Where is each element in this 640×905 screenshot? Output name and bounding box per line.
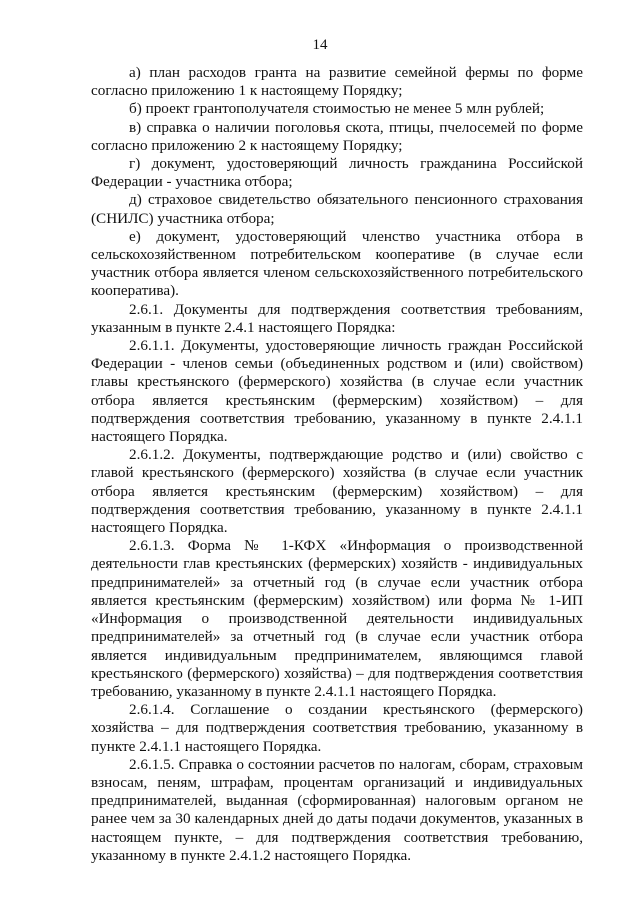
- document-body: [91, 64, 583, 865]
- paragraph-2-6-1: 2.6.1. Документы для подтверждения соответствия требованиям, указанным в пункте 2.4.1 настоящего Порядка:: [91, 300, 583, 336]
- paragraph-item-d: д) страховое свидетельство обязательного пенсионного страхования (СНИЛС) участника отбора;: [91, 191, 583, 227]
- page-number: 14: [312, 37, 328, 53]
- paragraph-2-6-1-3: 2.6.1.3. Форма № 1-КФХ «Информация о производственной деятельности глав крестьянских (фермерских) хозяйств - индивидуальных предпринимателей» за отчетный год (в случае если участник отбора является крестьянским (фермерским) хозяйством) или форма № 1-ИП «Информация о производственной деятельности индивидуальных предпринимателей» за отчетный год (в случае если участник отбора является индивидуальным предпринимателем, являющимся главой крестьянского (фермерского) хозяйства) – для подтверждения соответствия требованию, указанному в пункте 2.4.1.1 настоящего Порядка.: [91, 537, 583, 700]
- paragraph-item-b: б) проект грантополучателя стоимостью не менее 5 млн рублей;: [129, 100, 545, 118]
- paragraph-item-e: е) документ, удостоверяющий членство участника отбора в сельскохозяйственном потребительском кооперативе (в случае если участник отбора является членом сельскохозяйственного потребительского кооператива).: [91, 227, 583, 300]
- paragraph-item-g: г) документ, удостоверяющий личность гражданина Российской Федерации - участника отбора;: [91, 155, 583, 191]
- paragraph-2-6-1-5: 2.6.1.5. Справка о состоянии расчетов по налогам, сборам, страховым взносам, пеням, штрафам, процентам организаций и индивидуальных предпринимателей, выданная (сформированная) налоговым органом не ранее чем за 30 календарных дней до даты подачи документов, указанных в настоящем пункте, – для подтверждения соответствия требованию, указанному в пункте 2.4.1.2 настоящего Порядка.: [91, 755, 583, 864]
- paragraph-item-a: а) план расходов гранта на развитие семейной фермы по форме согласно приложению 1 к настоящему Порядку;: [91, 64, 583, 100]
- paragraph-item-v: в) справка о наличии поголовья скота, птицы, пчелосемей по форме согласно приложению 2 к настоящему Порядку;: [91, 118, 583, 154]
- paragraph-2-6-1-1: 2.6.1.1. Документы, удостоверяющие личность граждан Российской Федерации - членов семьи (объединенных родством и (или) свойством) главы крестьянского (фермерского) хозяйства (в случае если участник отбора является крестьянским (фермерским) хозяйством) – для подтверждения соответствия требованию, указанному в пункте 2.4.1.1 настоящего Порядка.: [91, 337, 583, 446]
- paragraph-2-6-1-2: 2.6.1.2. Документы, подтверждающие родство и (или) свойство с главой крестьянского (фермерского) хозяйства (в случае если участник отбора является крестьянским (фермерским) хозяйством) – для подтверждения соответствия требованию, указанному в пункте 2.4.1.1 настоящего Порядка.: [91, 446, 583, 537]
- paragraph-2-6-1-4: 2.6.1.4. Соглашение о создании крестьянского (фермерского) хозяйства – для подтверждения соответствия требованию, указанному в пункте 2.4.1.1 настоящего Порядка.: [91, 701, 583, 755]
